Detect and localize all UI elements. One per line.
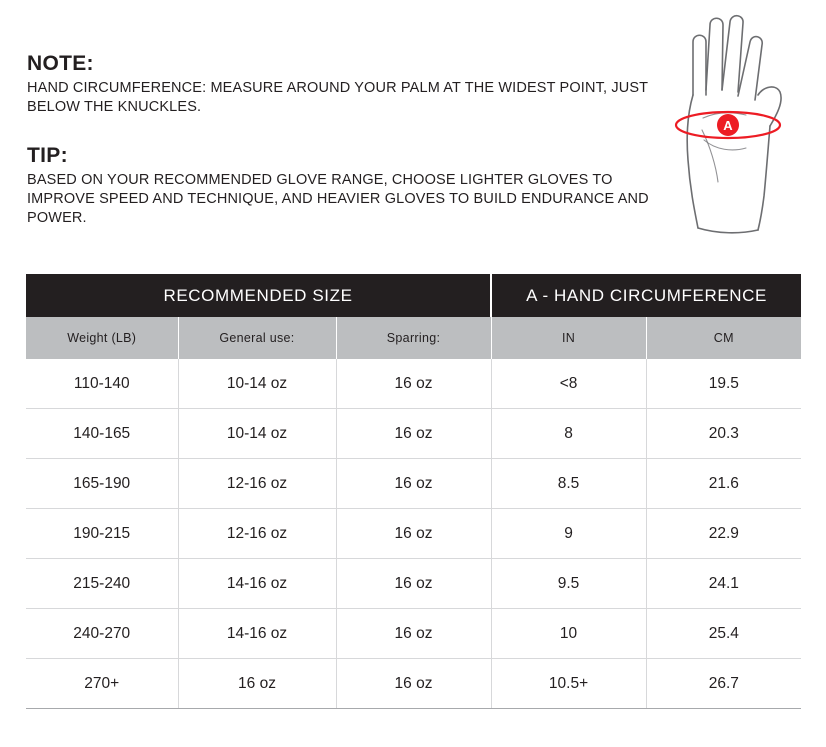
table-row bbox=[26, 559, 801, 609]
cell-sparring: 16 oz bbox=[336, 459, 491, 509]
note-body: HAND CIRCUMFERENCE: MEASURE AROUND YOUR PALM AT THE WIDEST POINT, JUST BELOW THE KNUCKLES. bbox=[27, 80, 648, 116]
cell-general-use: 14-16 oz bbox=[178, 559, 336, 609]
cell-weight: 140-165 bbox=[26, 409, 178, 459]
cell-general-use: 12-16 oz bbox=[178, 509, 336, 559]
tip-body: BASED ON YOUR RECOMMENDED GLOVE RANGE, CHOOSE LIGHTER GLOVES TO IMPROVE SPEED AND TECHNIQUE, AND HEAVIER GLOVES TO BUILD ENDURANCE AND POWER. bbox=[27, 171, 649, 227]
hand-outline-icon bbox=[658, 0, 808, 235]
table-row bbox=[26, 509, 801, 559]
cell-in: 10.5+ bbox=[491, 659, 646, 709]
cell-cm: 26.7 bbox=[646, 659, 801, 709]
cell-in: 9.5 bbox=[491, 559, 646, 609]
table-column-header-row bbox=[26, 317, 801, 359]
cell-in: 9 bbox=[491, 509, 646, 559]
tip-heading: TIP: bbox=[27, 143, 68, 167]
table-row bbox=[26, 459, 801, 509]
cell-general-use: 12-16 oz bbox=[178, 459, 336, 509]
cell-weight: 110-140 bbox=[26, 359, 178, 409]
column-header-general-use: General use: bbox=[178, 317, 336, 359]
table-row bbox=[26, 659, 801, 709]
cell-general-use: 10-14 oz bbox=[178, 409, 336, 459]
cell-sparring: 16 oz bbox=[336, 559, 491, 609]
tip-block bbox=[27, 144, 677, 229]
cell-cm: 20.3 bbox=[646, 409, 801, 459]
cell-sparring: 16 oz bbox=[336, 509, 491, 559]
cell-in: 8 bbox=[491, 409, 646, 459]
column-header-cm: CM bbox=[646, 317, 801, 359]
size-chart-table bbox=[26, 274, 801, 709]
table-group-header-row bbox=[26, 274, 801, 317]
table-row bbox=[26, 409, 801, 459]
cell-sparring: 16 oz bbox=[336, 659, 491, 709]
cell-weight: 190-215 bbox=[26, 509, 178, 559]
cell-general-use: 14-16 oz bbox=[178, 609, 336, 659]
column-header-sparring: Sparring: bbox=[336, 317, 491, 359]
cell-cm: 22.9 bbox=[646, 509, 801, 559]
cell-general-use: 16 oz bbox=[178, 659, 336, 709]
notes-block bbox=[27, 52, 677, 228]
cell-general-use: 10-14 oz bbox=[178, 359, 336, 409]
table-row bbox=[26, 609, 801, 659]
cell-cm: 25.4 bbox=[646, 609, 801, 659]
hand-illustration bbox=[658, 0, 808, 235]
table-row bbox=[26, 359, 801, 409]
cell-weight: 165-190 bbox=[26, 459, 178, 509]
cell-weight: 215-240 bbox=[26, 559, 178, 609]
group-header-recommended-size: RECOMMENDED SIZE bbox=[26, 274, 491, 317]
cell-weight: 240-270 bbox=[26, 609, 178, 659]
cell-cm: 24.1 bbox=[646, 559, 801, 609]
column-header-in: IN bbox=[491, 317, 646, 359]
note-block bbox=[27, 52, 677, 118]
cell-cm: 21.6 bbox=[646, 459, 801, 509]
column-header-weight: Weight (LB) bbox=[26, 317, 178, 359]
note-heading: NOTE: bbox=[27, 52, 94, 75]
cell-cm: 19.5 bbox=[646, 359, 801, 409]
cell-sparring: 16 oz bbox=[336, 359, 491, 409]
cell-in: <8 bbox=[491, 359, 646, 409]
cell-in: 8.5 bbox=[491, 459, 646, 509]
cell-sparring: 16 oz bbox=[336, 409, 491, 459]
measurement-label: A bbox=[723, 118, 733, 133]
group-header-hand-circumference: A - HAND CIRCUMFERENCE bbox=[491, 274, 801, 317]
cell-sparring: 16 oz bbox=[336, 609, 491, 659]
cell-in: 10 bbox=[491, 609, 646, 659]
cell-weight: 270+ bbox=[26, 659, 178, 709]
